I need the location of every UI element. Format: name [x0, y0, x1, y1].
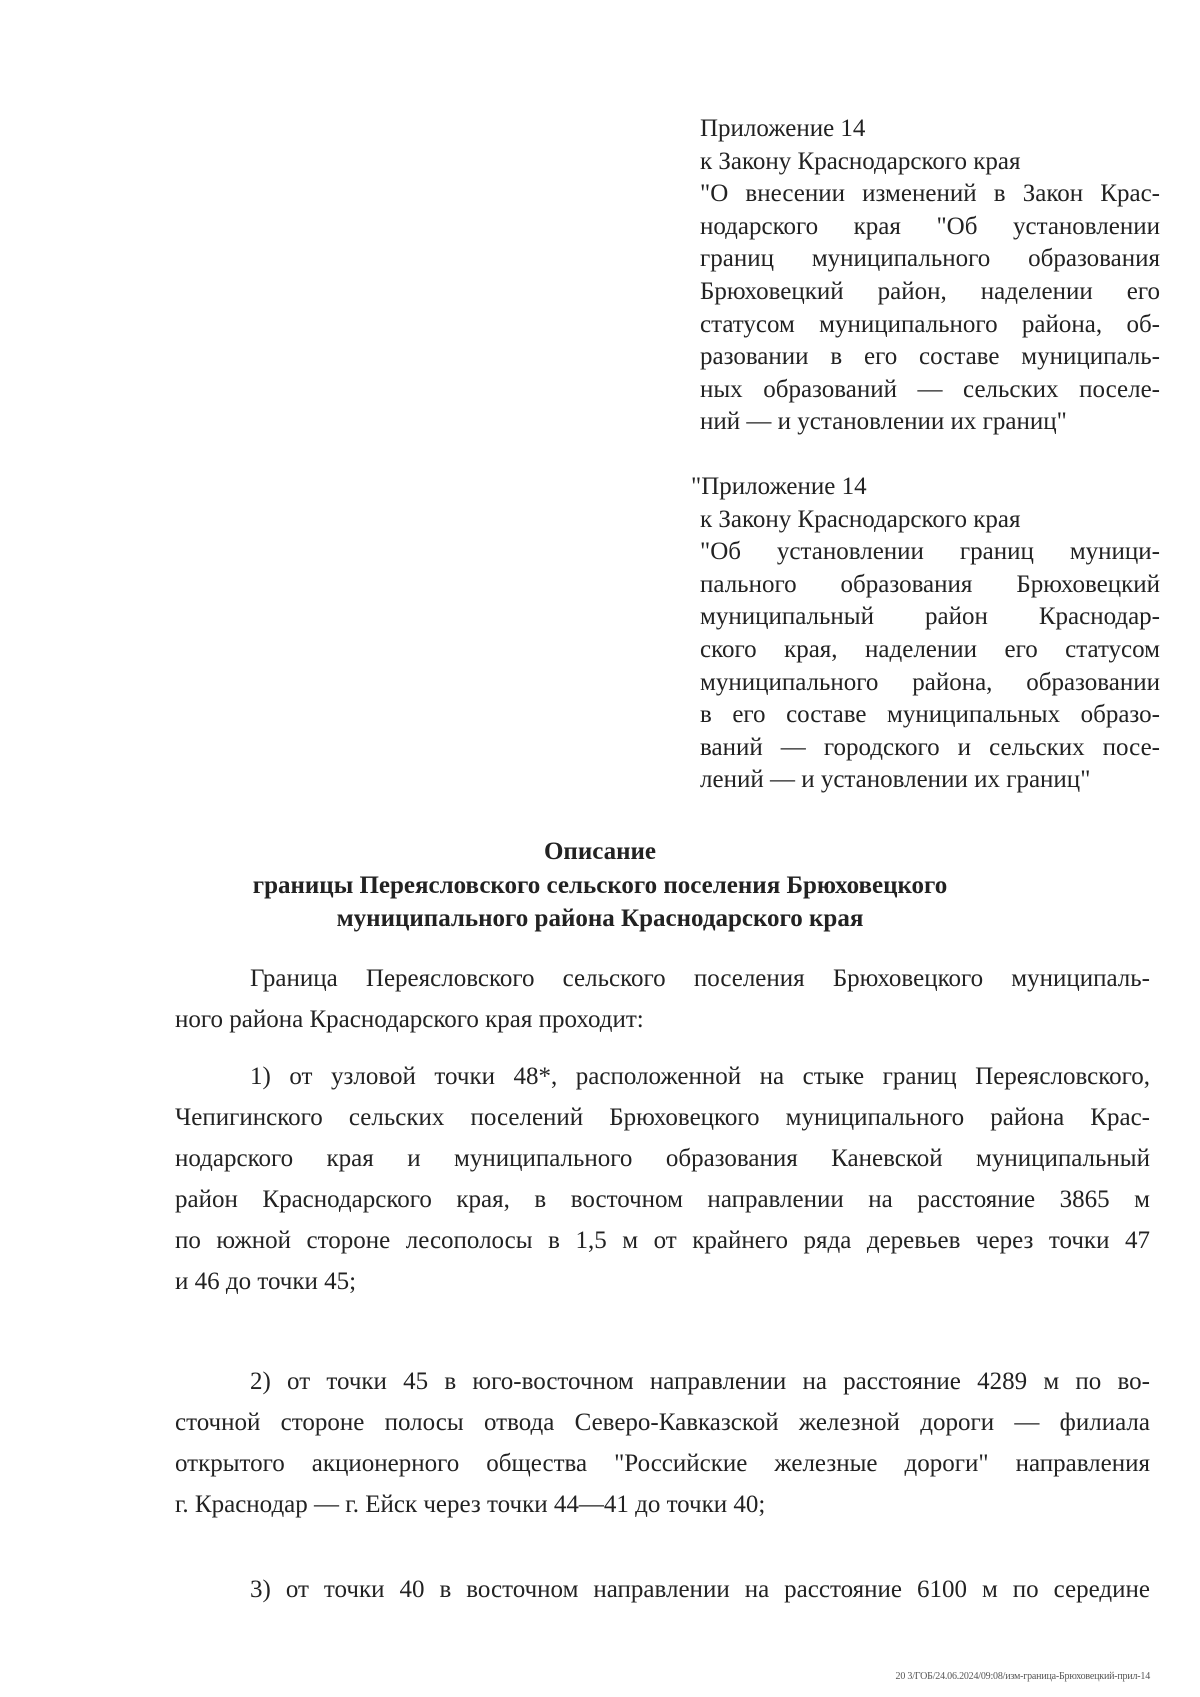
body-line: сточной стороне полосы отвода Северо-Кавказской железной дороги — филиала — [175, 1409, 1150, 1436]
annex-line: Брюховецкий район, наделении его — [700, 277, 1160, 305]
annex-line: в его составе муниципальных образо- — [700, 701, 1160, 729]
annex-line: статусом муниципального района, об- — [700, 310, 1160, 338]
body-line: и 46 до точки 45; — [175, 1268, 357, 1295]
body-line: по южной стороне лесополосы в 1,5 м от крайнего ряда деревьев через точки 47 — [175, 1227, 1150, 1254]
body-line: Граница Переясловского сельского поселения Брюховецкого муниципаль- — [250, 965, 1150, 992]
title-line: муниципального района Краснодарского края — [336, 905, 864, 932]
annex-header-current — [700, 113, 1160, 439]
title-line: Описание — [543, 838, 657, 865]
annex-line: "Приложение 14 — [691, 473, 867, 500]
annex-line: ваний — городского и сельских посе- — [700, 733, 1160, 761]
annex-line: "О внесении изменений в Закон Крас- — [700, 180, 1160, 208]
annex-line: к Закону Краснодарского края — [700, 505, 1021, 533]
annex-line: к Закону Краснодарского края — [700, 147, 1021, 175]
body-line: 3) от точки 40 в восточном направлении на расстояние 6100 м по середине — [250, 1576, 1150, 1603]
boundary-item-3 — [175, 1569, 1150, 1610]
body-line: нодарского края и муниципального образования Каневской муниципальный — [175, 1145, 1150, 1172]
annex-line: лений — и установлении их границ" — [700, 766, 1091, 794]
document-footer-code: 20 3/ГОБ/24.06.2024/09:08/изм-граница-Брюховецкий-прил-14 — [895, 1671, 1150, 1682]
annex-line: муниципальный район Краснодар- — [700, 603, 1160, 631]
annex-line: нодарского края "Об установлении — [700, 212, 1160, 240]
document-title — [0, 835, 1200, 936]
title-line: границы Переясловского сельского поселения Брюховецкого — [252, 871, 948, 899]
body-line: ного района Краснодарского края проходит: — [175, 1006, 644, 1033]
boundary-item-1 — [175, 1056, 1150, 1302]
annex-header-new — [691, 471, 1160, 797]
body-line: открытого акционерного общества "Российские железные дороги" направления — [175, 1450, 1150, 1477]
body-line: Чепигинского сельских поселений Брюховецкого муниципального района Крас- — [175, 1104, 1150, 1131]
annex-line: муниципального района, образовании — [700, 668, 1160, 696]
boundary-item-2 — [175, 1361, 1150, 1525]
body-line: 2) от точки 45 в юго-восточном направлении на расстояние 4289 м по во- — [250, 1368, 1150, 1395]
annex-line: ского края, наделении его статусом — [700, 635, 1160, 663]
body-line: 1) от узловой точки 48*, расположенной на стыке границ Переясловского, — [250, 1063, 1150, 1090]
annex-line: "Об установлении границ муници- — [700, 538, 1160, 566]
intro-paragraph — [175, 958, 1150, 1040]
annex-line: Приложение 14 — [700, 115, 866, 142]
annex-line: ных образований — сельских поселе- — [700, 375, 1160, 403]
annex-line: ний — и установлении их границ" — [700, 408, 1067, 436]
annex-line: границ муниципального образования — [700, 245, 1160, 273]
body-line: г. Краснодар — г. Ейск через точки 44—41 до точки 40; — [175, 1491, 766, 1518]
annex-line: разовании в его составе муниципаль- — [700, 343, 1160, 371]
body-line: район Краснодарского края, в восточном направлении на расстояние 3865 м — [175, 1186, 1150, 1213]
annex-line: пального образования Брюховецкий — [700, 570, 1160, 598]
